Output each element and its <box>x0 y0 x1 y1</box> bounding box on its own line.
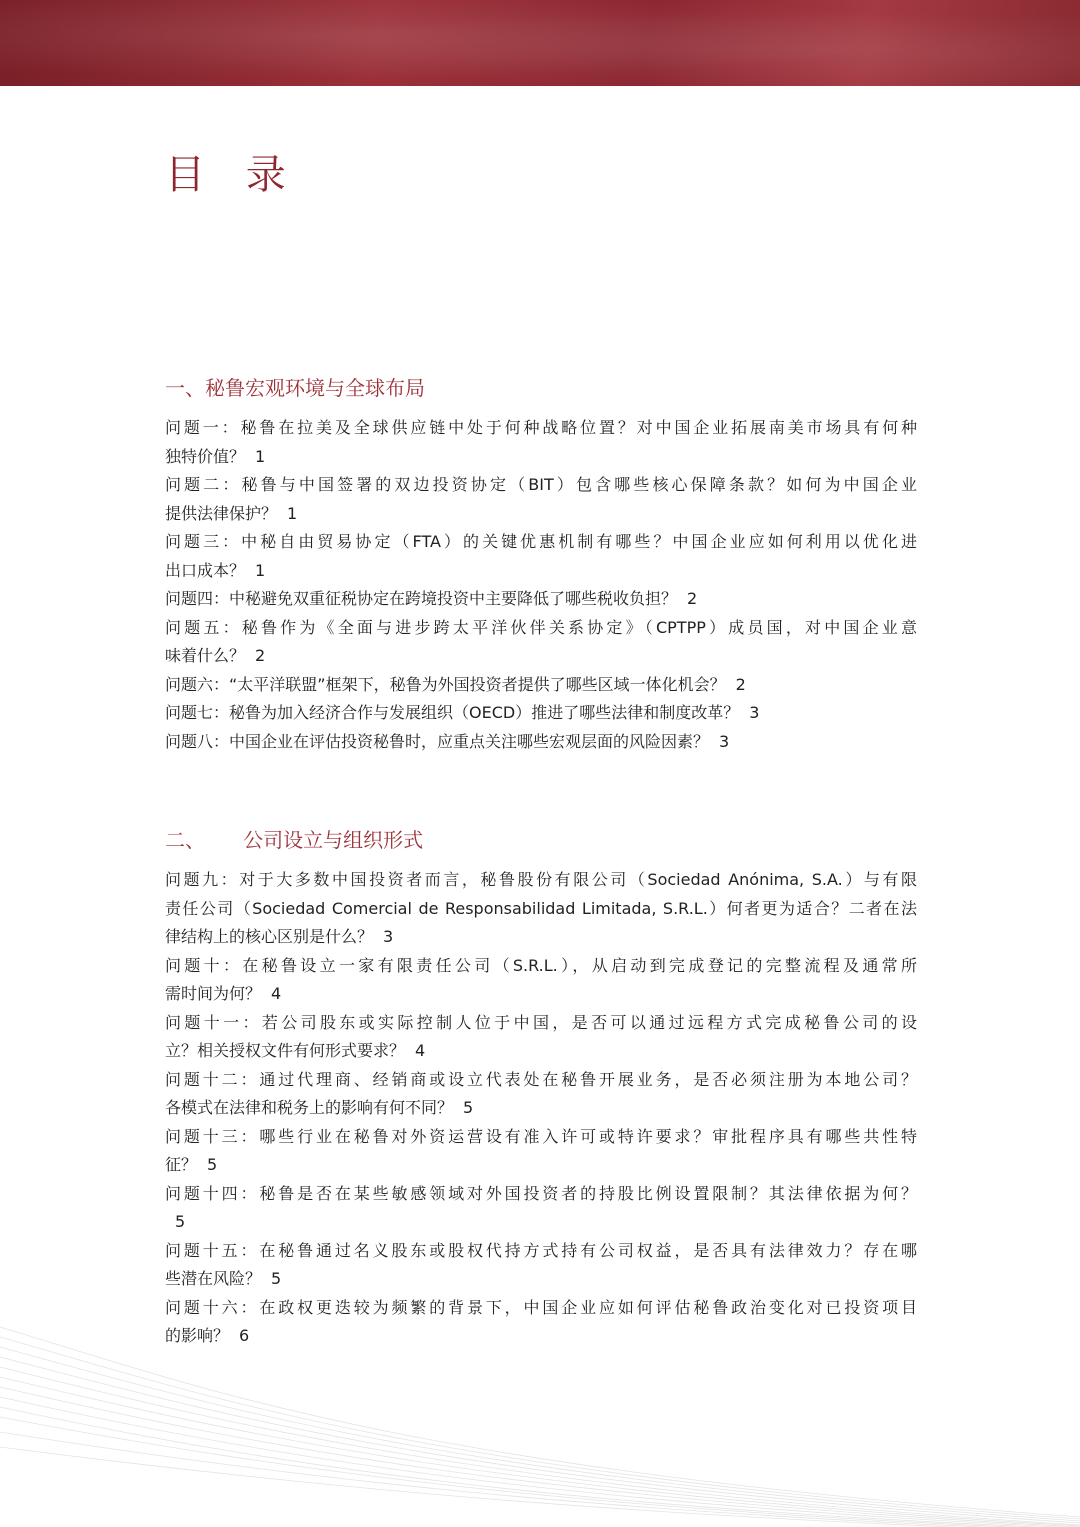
toc-entry[interactable]: 问题三：中秘自由贸易协定（FTA）的关键优惠机制有哪些？中国企业应如何利用以优化进 出口成本？ 1 <box>165 532 917 580</box>
toc-section-1 <box>165 414 917 756</box>
toc-entry[interactable]: 问题八：中国企业在评估投资秘鲁时，应重点关注哪些宏观层面的风险因素？ 3 <box>165 731 730 751</box>
page-number: 3 <box>719 731 730 751</box>
toc-entry[interactable]: 问题四：中秘避免双重征税协定在跨境投资中主要降低了哪些税收负担？ 2 <box>165 589 698 608</box>
section-heading-1: 一、秘鲁宏观环境与全球布局 <box>165 376 425 400</box>
toc-entry[interactable]: 问题一：秘鲁在拉美及全球供应链中处于何种战略位置？对中国企业拓展南美市场具有何种 独特价值？ 1 <box>165 418 917 466</box>
page-number: 4 <box>271 984 282 1003</box>
page-number: 1 <box>255 446 266 466</box>
page-number: 1 <box>287 503 298 523</box>
page-title: 目 录 <box>165 152 300 198</box>
decorative-wave-lines <box>0 1267 1080 1527</box>
page-number: 3 <box>383 927 394 946</box>
page-number: 2 <box>687 589 698 608</box>
page-number: 6 <box>239 1326 250 1345</box>
toc-entry[interactable]: 问题二：秘鲁与中国签署的双边投资协定（BIT）包含哪些核心保障条款？如何为中国企业 提供法律保护？ 1 <box>165 475 917 523</box>
toc-entry[interactable]: 问题十六：在政权更迭较为频繁的背景下，中国企业应如何评估秘鲁政治变化对已投资项目 的影响？ 6 <box>165 1297 917 1345</box>
toc-entry[interactable]: 问题九：对于大多数中国投资者而言，秘鲁股份有限公司（Sociedad Anónima, S.A.）与有限 责任公司（Sociedad Comercial de Responsabilidad Limitada, S.R.L.）何者更为适合？二者在法 律结构上的核心区别是什么？ 3 <box>165 870 917 946</box>
toc-entry[interactable]: 问题十二：通过代理商、经销商或设立代表处在秘鲁开展业务，是否必须注册为本地公司？ 各模式在法律和税务上的影响有何不同？ 5 <box>165 1069 917 1117</box>
page-number: 2 <box>255 646 266 665</box>
toc-entry[interactable]: 问题十一：若公司股东或实际控制人位于中国，是否可以通过远程方式完成秘鲁公司的设 立？相关授权文件有何形式要求？ 4 <box>165 1012 917 1060</box>
toc-entry[interactable]: 问题五：秘鲁作为《全面与进步跨太平洋伙伴关系协定》（CPTPP）成员国，对中国企业意 味着什么？ 2 <box>165 617 917 665</box>
toc-entry[interactable]: 问题七：秘鲁为加入经济合作与发展组织（OECD）推进了哪些法律和制度改革？ 3 <box>165 703 760 722</box>
header-band <box>0 0 1080 86</box>
page-number: 5 <box>175 1212 186 1231</box>
page-number: 5 <box>207 1155 218 1174</box>
page-number: 4 <box>415 1041 426 1060</box>
page-number: 1 <box>255 560 266 580</box>
toc-entry[interactable]: 问题十五：在秘鲁通过名义股东或股权代持方式持有公司权益，是否具有法律效力？存在哪 些潜在风险？ 5 <box>165 1240 917 1288</box>
toc-entry[interactable]: 问题六：“太平洋联盟”框架下，秘鲁为外国投资者提供了哪些区域一体化机会？ 2 <box>165 674 746 694</box>
toc-entry[interactable]: 问题十四：秘鲁是否在某些敏感领域对外国投资者的持股比例设置限制？其法律依据为何？ 5 <box>165 1183 917 1231</box>
page-number: 3 <box>749 703 760 722</box>
toc-entry[interactable]: 问题十：在秘鲁设立一家有限责任公司（S.R.L.），从启动到完成登记的完整流程及通常所 需时间为何？ 4 <box>165 955 917 1003</box>
page-number: 2 <box>735 674 746 694</box>
page-number: 5 <box>271 1269 282 1288</box>
section-heading-2: 二、 公司设立与组织形式 <box>165 828 424 852</box>
toc-entry[interactable]: 问题十三：哪些行业在秘鲁对外资运营设有准入许可或特许要求？审批程序具有哪些共性特 征？ 5 <box>165 1126 917 1174</box>
page-number: 5 <box>463 1098 474 1117</box>
